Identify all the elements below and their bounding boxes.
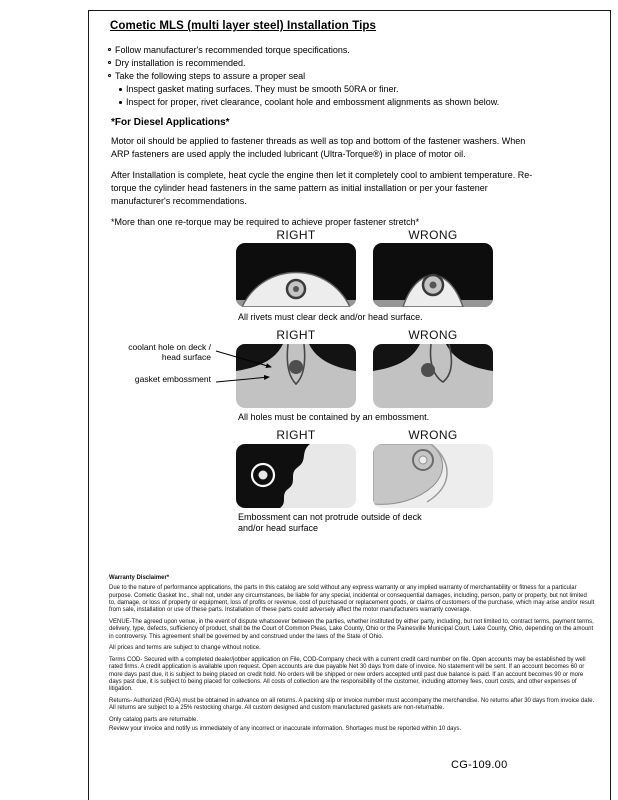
annotation-arrows-icon xyxy=(215,346,285,396)
disc-bullet-icon xyxy=(119,101,122,104)
warranty-heading: Warranty Disclaimer* xyxy=(109,575,170,581)
rivet-right-image xyxy=(236,243,356,307)
catalog-page xyxy=(88,10,611,800)
circle-bullet-icon xyxy=(108,48,111,51)
tips-list xyxy=(108,44,580,109)
rivet-right-diagram xyxy=(236,243,356,307)
warranty-paragraph: Review your invoice and notify us immediately of any incorrect or inaccurate information. Shortages must be reported within 10 days. xyxy=(109,725,462,732)
diesel-paragraph: After Installation is complete, heat cycle the engine then let it completely cool to ambient temperature. Re-torque the cylinder head fasteners in the same pattern as initial installation or per your fastener manufacturer's recommendations. xyxy=(111,170,533,206)
embossment-wrong-diagram xyxy=(373,444,493,508)
bullet-item xyxy=(108,44,580,57)
circle-bullet-icon xyxy=(108,61,111,64)
warranty-disclaimer xyxy=(109,575,595,737)
bullet-text: Take the following steps to assure a proper seal xyxy=(115,71,306,81)
warranty-paragraph: All prices and terms are subject to change without notice. xyxy=(109,645,261,652)
embossment-right-diagram xyxy=(236,444,356,508)
sub-bullet-item xyxy=(119,83,580,96)
rivet-wrong-diagram xyxy=(373,243,493,307)
wrong-label: WRONG xyxy=(408,428,458,442)
embossment-wrong-image xyxy=(373,444,493,508)
bullet-item xyxy=(108,57,580,70)
coolant-hole-wrong-diagram xyxy=(373,344,493,408)
bullet-text: Inspect gasket mating surfaces. They must be smooth 50RA or finer. xyxy=(126,84,399,94)
diesel-heading: *For Diesel Applications* xyxy=(111,117,230,128)
bullet-text: Inspect for proper, rivet clearance, coolant hole and embossment alignments as shown below. xyxy=(126,97,500,107)
warranty-paragraph: Terms COD- Secured with a completed dealer/jobber application on File, COD-Company check with a current credit card number on file. Open accounts may be established by well rated firms. A credit application is available upon request. Open accounts are due payable Net 30 days from date of invoice. No statement will be sent. If an account becomes 60 or more days past due, it is subject to being placed on credit hold. No orders will be shipped or new orders accepted until past due balance is paid. If an account becomes 90 or more days past due, it is subject to being placed for collections. All costs of collection are the responsibility of the customer, including attorney fees, court costs, and other expenses of litigation. xyxy=(109,657,586,693)
page-code: CG-109.00 xyxy=(451,759,508,771)
bullet-text: Dry installation is recommended. xyxy=(115,58,246,68)
warranty-paragraph: Due to the nature of performance applications, the parts in this catalog are sold without any express warranty or any implied warranty of merchantability or fitness for a particular purpose. Cometic Gasket Inc., shall not, under any circumstances, be liable for any special, incidental or consequential damages, including, person, party or property, but not limited to, damage, or loss of property or equipment, loss of profits or revenue, cost of purchased or replacement goods, or claims of customers of the purchase, which may arise and/or result from sale, installation or use of these parts. Installation of these parts could adversely affect the motor manufacturers warranty coverage. xyxy=(109,585,595,614)
disc-bullet-icon xyxy=(119,88,122,91)
right-label: RIGHT xyxy=(276,428,316,442)
page-title: Cometic MLS (multi layer steel) Installation Tips xyxy=(110,20,377,32)
bullet-text: Follow manufacturer's recommended torque specifications. xyxy=(115,45,350,55)
right-label: RIGHT xyxy=(276,328,316,342)
wrong-label: WRONG xyxy=(408,328,458,342)
diagram-caption: All holes must be contained by an embossment. xyxy=(238,412,430,422)
wrong-label: WRONG xyxy=(408,228,458,242)
circle-bullet-icon xyxy=(108,74,111,77)
warranty-paragraph: Returns- Authorized (RGA) must be obtained in advance on all returns. A packing slip or invoice number must accompany the merchandise. No returns after 30 days from invoice date. All returns are subject to a 25% restocking charge. All custom designed and custom manufactured gaskets are non-returnable. xyxy=(109,698,595,712)
rivet-wrong-image xyxy=(373,243,493,307)
diesel-paragraph: Motor oil should be applied to fastener threads as well as top and bottom of the fastener washers. When ARP fasteners are used apply the included lubricant (Ultra-Torque®) in place of motor oil. xyxy=(111,136,526,159)
right-label: RIGHT xyxy=(276,228,316,242)
diesel-applications-section xyxy=(111,116,539,237)
coolant-hole-wrong-image xyxy=(373,344,493,408)
retorque-note: *More than one re-torque may be required to achieve proper fastener stretch* xyxy=(111,217,420,227)
annotation-coolant-hole: coolant hole on deck / head surface xyxy=(128,342,211,362)
sub-bullet-item xyxy=(119,96,580,109)
warranty-paragraph: VENUE-The agreed upon venue, in the event of dispute whatsoever between the parties, whether instituted by either party, including, but not limited to, contract terms, payment terms, delivery, type, defects, sufficiency of product, shall be the Court of Common Pleas, Lake County, Ohio or the Painesville Municipal Court, Lake County, Ohio, depending on the amount in controversy. This agreement shall be governed by and construed under the laws of the State of Ohio. xyxy=(109,618,594,640)
embossment-right-image xyxy=(236,444,356,508)
diagram-caption: Embossment can not protrude outside of deck and/or head surface xyxy=(238,512,422,533)
warranty-paragraph: Only catalog parts are returnable. xyxy=(109,717,199,724)
bullet-item xyxy=(108,70,580,83)
diagram-caption: All rivets must clear deck and/or head surface. xyxy=(238,312,423,322)
annotation-gasket-embossment: gasket embossment xyxy=(134,374,211,384)
diagram-section xyxy=(89,228,612,558)
